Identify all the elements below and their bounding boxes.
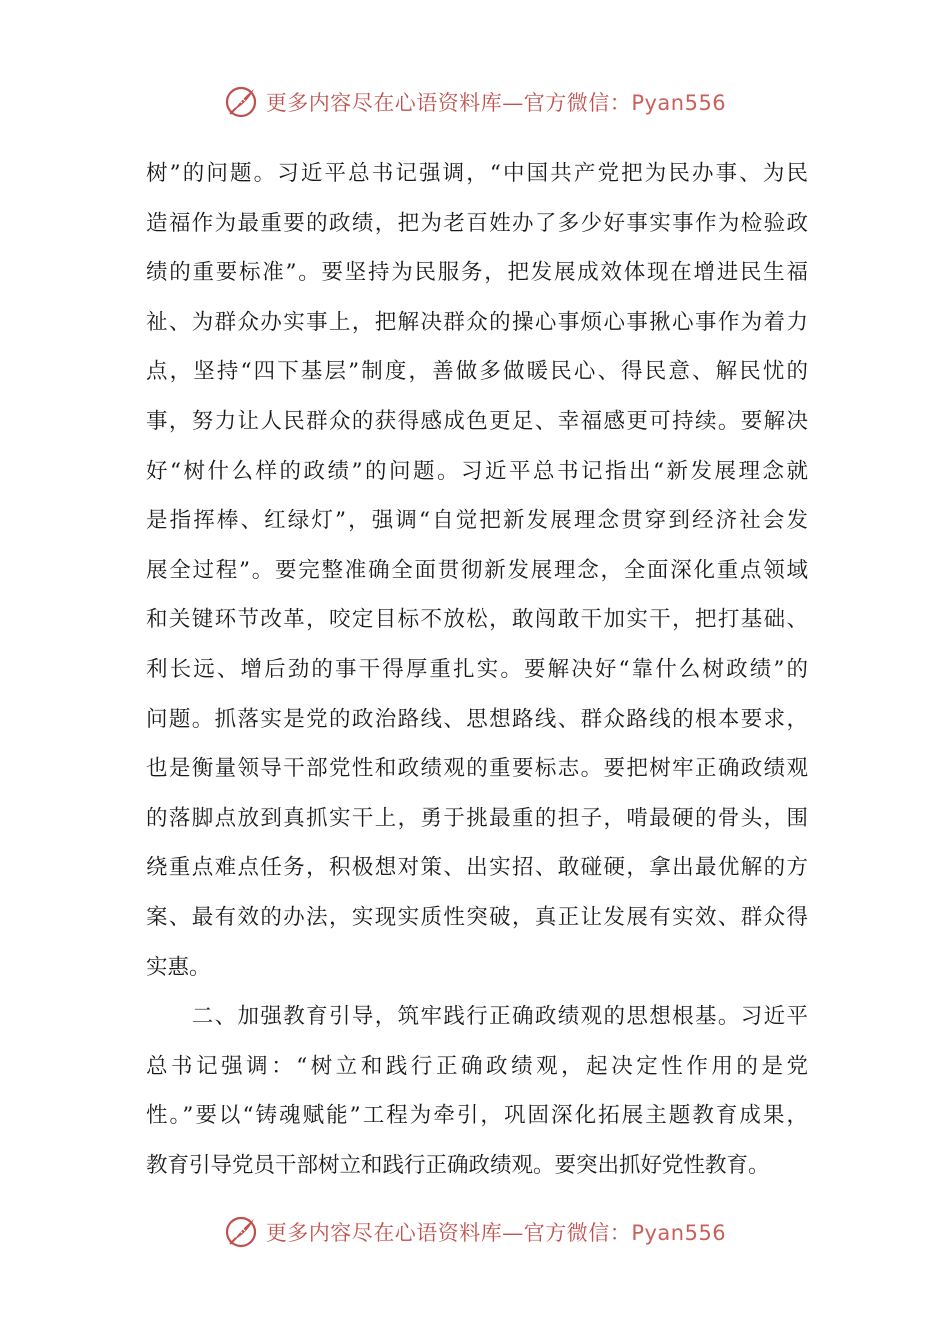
feather-pen-seal-icon [224, 1215, 258, 1249]
banner-text [266, 87, 726, 117]
text-line: 和关键环节改革，咬定目标不放松，敢闯敢干加实干，把打基础、 [146, 607, 808, 633]
header-banner [0, 82, 950, 122]
text-line: 是指挥棒、红绿灯”，强调“自觉把新发展理念贯穿到经济社会发 [146, 508, 808, 534]
text-line: 点，坚持“四下基层”制度，善做多做暖民心、得民意、解民忧的 [146, 359, 808, 385]
text-line: 绩的重要标准”。要坚持为民服务，把发展成效体现在增进民生福 [146, 260, 808, 286]
text-line: 绕重点难点任务，积极想对策、出实招、敢碰硬，拿出最优解的方 [146, 855, 808, 881]
wechat-id: Pyan556 [631, 1221, 727, 1245]
text-line: 的落脚点放到真抓实干上，勇于挑最重的担子，啃最硬的骨头，围 [146, 805, 808, 831]
text-line: 总书记强调：“树立和践行正确政绩观，起决定性作用的是党 [146, 1053, 808, 1079]
text-line: 性。”要以“铸魂赋能”工程为牵引，巩固深化拓展主题教育成果， [146, 1103, 808, 1129]
text-line: 也是衡量领导干部党性和政绩观的重要标志。要把树牢正确政绩观 [146, 756, 808, 782]
text-line: 教育引导党员干部树立和践行正确政绩观。要突出抓好党性教育。 [146, 1152, 770, 1178]
footer-banner [0, 1212, 950, 1252]
wechat-id: Pyan556 [631, 91, 727, 115]
text-line: 祉、为群众办实事上，把解决群众的操心事烦心事揪心事作为着力 [146, 309, 808, 335]
text-line: 造福作为最重要的政绩，把为老百姓办了多少好事实事作为检验政 [146, 210, 808, 236]
text-line: 好“树什么样的政绩”的问题。习近平总书记指出“新发展理念就 [146, 458, 808, 484]
text-line: 问题。抓落实是党的政治路线、思想路线、群众路线的根本要求， [146, 706, 808, 732]
text-line: 案、最有效的办法，实现实质性突破，真正让发展有实效、群众得 [146, 904, 808, 930]
text-line: 二、加强教育引导，筑牢践行正确政绩观的思想根基。习近平 [146, 1004, 808, 1030]
text-line: 树”的问题。习近平总书记强调，“中国共产党把为民办事、为民 [146, 161, 808, 186]
banner-caption: 更多内容尽在心语资料库—官方微信： [265, 91, 632, 115]
text-line: 利长远、增后劲的事干得厚重扎实。要解决好“靠什么树政绩”的 [146, 656, 808, 682]
banner-caption: 更多内容尽在心语资料库—官方微信： [265, 1221, 632, 1245]
document-body [146, 149, 808, 1190]
banner-text [266, 1217, 726, 1247]
feather-pen-seal-icon [224, 85, 258, 119]
text-line: 实惠。 [146, 954, 211, 980]
text-line: 展全过程”。要完整准确全面贯彻新发展理念，全面深化重点领域 [146, 557, 808, 583]
text-line: 事，努力让人民群众的获得感成色更足、幸福感更可持续。要解决 [146, 408, 808, 434]
